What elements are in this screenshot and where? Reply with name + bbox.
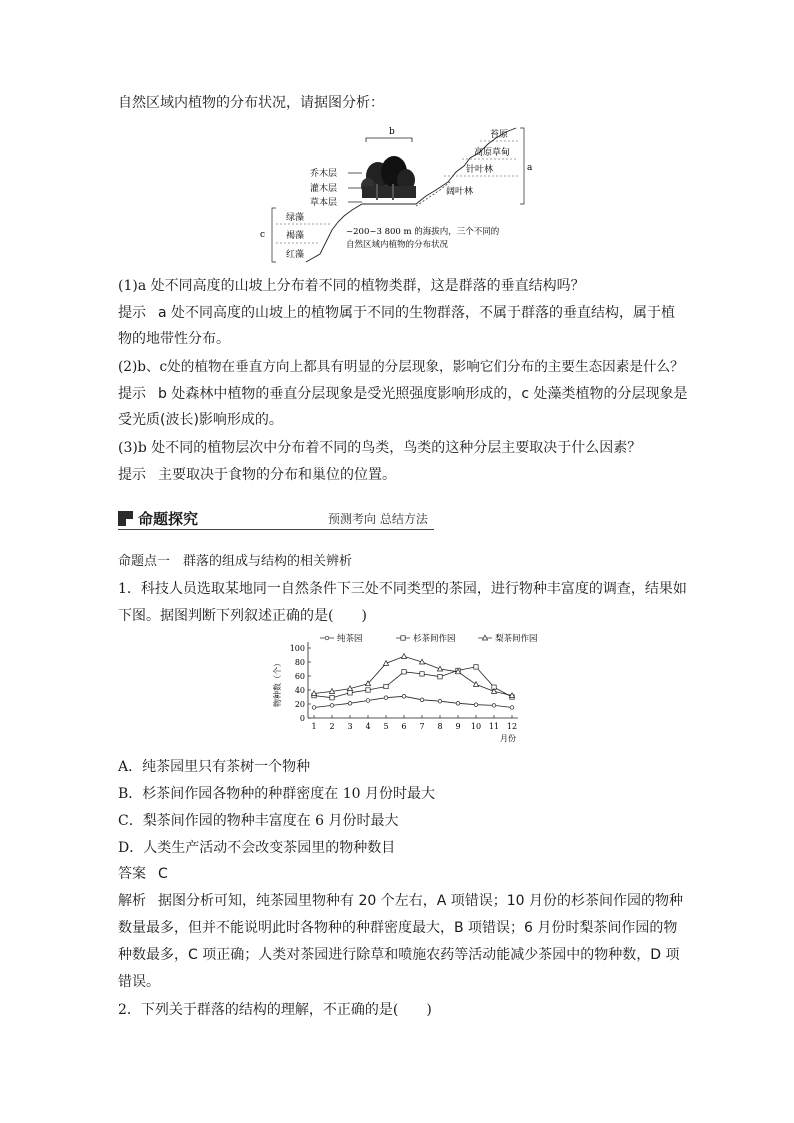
data-point (492, 704, 496, 708)
x-tick-label: 9 (455, 722, 461, 731)
series-line (314, 696, 512, 707)
y-tick-label: 80 (294, 658, 305, 667)
bracket-c (272, 208, 276, 262)
data-point (438, 675, 442, 679)
analysis-cont: 种数最多，C 项正确；人类对茶园进行除草和喷施农药等活动能减少茶园中的物种数，D 项 (118, 947, 680, 963)
data-point (438, 699, 442, 703)
y-axis-label: 物种数（个） (273, 659, 282, 707)
zone-label: 苔原 (490, 130, 509, 140)
bracket-a (520, 128, 524, 204)
hint-label: 提示 (118, 467, 146, 483)
zone-label: 阔叶林 (446, 187, 474, 197)
hint-label: 提示 (118, 386, 146, 402)
analysis (118, 891, 683, 911)
label-b: b (389, 127, 395, 137)
data-point (401, 654, 406, 659)
slope-dash (416, 182, 450, 206)
series-line (314, 656, 512, 695)
data-point (401, 636, 405, 640)
hint-1-cont: 物的地带性分布。 (118, 331, 230, 347)
section-header (118, 508, 434, 530)
option-b: B．杉茶间作园各物种的种群密度在 10 月份时最大 (118, 786, 436, 802)
question-1: (1)a 处不同高度的山坡上分布着不同的植物类群，这是群落的垂直结构吗？ (118, 278, 585, 294)
forest-layer-label: 草本层 (310, 198, 338, 208)
x-tick-label: 6 (401, 722, 407, 731)
question-3: (3)b 处不同的植物层次中分布着不同的鸟类，鸟类的这种分层主要取决于什么因素？ (118, 440, 642, 456)
x-tick-label: 11 (488, 722, 500, 731)
hint-text: 主要取决于食物的分布和巢位的位置。 (158, 467, 396, 483)
algae-label: 红藻 (286, 250, 305, 260)
hint-2 (118, 384, 687, 404)
answer (118, 864, 168, 884)
y-tick-label: 0 (299, 714, 305, 723)
analysis-text: 据图分析可知，纯茶园里物种有 20 个左右，A 项错误；10 月份的杉茶间作园的物种 (158, 893, 684, 909)
x-tick-label: 12 (506, 722, 518, 731)
bracket-b (366, 138, 412, 142)
data-point (384, 696, 388, 700)
option-d: D．人类生产活动不会改变茶园里的物种数目 (118, 840, 396, 856)
analysis-label: 解析 (118, 893, 146, 909)
data-point (510, 706, 514, 710)
algae-label: 褐藻 (286, 231, 305, 241)
x-tick-label: 3 (347, 722, 353, 731)
label-a: a (527, 163, 533, 173)
data-point (474, 703, 478, 707)
data-point (312, 706, 316, 710)
x-tick-label: 2 (329, 722, 335, 731)
data-point (420, 672, 424, 676)
data-point (325, 636, 329, 640)
data-point (330, 696, 334, 700)
analysis-cont: 错误。 (118, 974, 160, 990)
data-point (474, 665, 478, 669)
algae-label: 绿藻 (286, 213, 305, 223)
legend-label: 杉茶间作园 (413, 634, 456, 644)
chart-legend (320, 633, 538, 644)
answer-value: C (158, 866, 168, 882)
analysis-cont: 数量最多，但并不能说明此时各物种的种群密度最大，B 项错误；6 月份时梨茶间作园的物 (118, 920, 678, 936)
data-point (348, 702, 352, 706)
forest-layer-label: 乔木层 (310, 169, 338, 179)
series-line (314, 667, 512, 698)
forest-icon (361, 156, 416, 200)
chart-series (311, 654, 514, 710)
zone-label: 针叶林 (466, 165, 494, 175)
point-heading: 命题点一 群落的组成与结构的相关辨析 (118, 554, 353, 569)
hint-1 (118, 303, 675, 323)
data-point (402, 670, 406, 674)
y-tick-label: 100 (289, 644, 305, 653)
x-tick-label: 1 (311, 722, 317, 731)
vegetation-distribution-figure (260, 124, 566, 264)
forest-layer-label: 灌木层 (310, 184, 338, 194)
problem-1-stem-cont: 下图。据图判断下列叙述正确的是( ) (118, 608, 367, 624)
data-point (456, 702, 460, 706)
zone-label: 高原草甸 (474, 148, 511, 158)
data-point (482, 635, 487, 640)
x-tick-label: 4 (365, 722, 371, 731)
hint-2-cont: 受光质(波长)影响形成的。 (118, 412, 283, 428)
problem-2-stem: 2．下列关于群落的结构的理解，不正确的是( ) (118, 1002, 432, 1018)
label-c: c (260, 230, 266, 240)
x-tick-label: 10 (470, 722, 482, 731)
hint-label: 提示 (118, 305, 146, 321)
section-title: 命题探究 (138, 510, 199, 528)
problem-1-stem: 1．科技人员选取某地同一自然条件下三处不同类型的茶园，进行物种丰富度的调查，结果如 (118, 581, 687, 597)
data-point (366, 688, 370, 692)
x-axis-label: 月份 (500, 734, 516, 743)
section-square-icon (118, 511, 133, 526)
chart-axes (272, 642, 518, 743)
x-tick-label: 8 (437, 722, 443, 731)
question-2: (2)b、c处的植物在垂直方向上都具有明显的分层现象，影响它们分布的主要生态因素是什么？ (118, 359, 684, 375)
section-subtitle: 预测考向 总结方法 (328, 512, 428, 526)
figure-caption: ~200~3 800 m 的海拔内，三个不同的 (346, 227, 500, 237)
data-point (330, 704, 334, 708)
option-a: A．纯茶园里只有茶树一个物种 (118, 759, 311, 775)
data-point (384, 684, 388, 688)
y-tick-label: 20 (294, 700, 305, 709)
data-point (366, 699, 370, 703)
data-point (402, 695, 406, 699)
x-tick-label: 5 (383, 722, 389, 731)
legend-label: 纯茶园 (337, 634, 363, 644)
species-richness-chart (268, 630, 538, 750)
data-point (420, 698, 424, 702)
data-point (348, 691, 352, 695)
intro-text: 自然区域内植物的分布状况，请据图分析： (118, 95, 384, 111)
hint-text: b 处森林中植物的垂直分层现象是受光照强度影响形成的，c 处藻类植物的分层现象是 (158, 386, 688, 402)
data-point (473, 682, 478, 687)
figure-caption: 自然区域内植物的分布状况 (346, 240, 449, 250)
hint-text: a 处不同高度的山坡上的植物属于不同的生物群落，不属于群落的垂直结构，属于植 (158, 305, 676, 321)
section-rule (118, 529, 434, 530)
y-tick-label: 60 (294, 672, 305, 681)
answer-label: 答案 (118, 866, 146, 882)
y-tick-label: 40 (294, 686, 305, 695)
forest-layer-arrows (348, 173, 362, 202)
legend-label: 梨茶间作园 (495, 634, 538, 644)
x-tick-label: 7 (419, 722, 425, 731)
hint-3 (118, 465, 396, 485)
option-c: C．梨茶间作园的物种丰富度在 6 月份时最大 (118, 813, 399, 829)
